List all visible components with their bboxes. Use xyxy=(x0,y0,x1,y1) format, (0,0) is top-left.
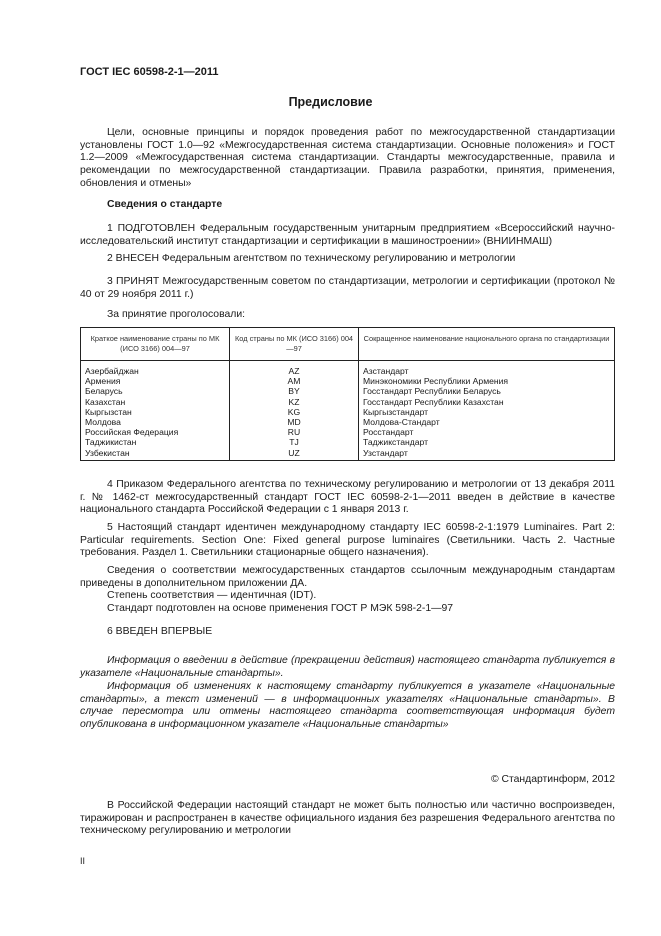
body-cell: Кыргызстандарт xyxy=(359,407,615,417)
code-cell: KG xyxy=(230,407,359,417)
item-5-basis: Стандарт подготовлен на основе применения ГОСТ Р МЭК 598-2-1—97 xyxy=(107,603,454,614)
body-cell: Таджикстандарт xyxy=(359,437,615,447)
table-row xyxy=(81,361,615,377)
code-cell: KZ xyxy=(230,397,359,407)
body-cell: Азстандарт xyxy=(359,361,615,377)
country-cell: Российская Федерация xyxy=(81,427,230,437)
table-row xyxy=(81,376,615,386)
item-4: 4 Приказом Федерального агентства по техническому регулированию и метрологии от 13 декабря 2011 г. № 1462-ст межгосударственный стандарт ГОСТ IEC 60598-2-1—2011 введен в действие в качестве национального стандарта Российской Федерации с 1 января 2013 г. xyxy=(80,479,615,516)
document-header: ГОСТ IEC 60598-2-1—2011 xyxy=(80,66,219,78)
country-cell: Узбекистан xyxy=(81,448,230,461)
table-row xyxy=(81,427,615,437)
country-cell: Беларусь xyxy=(81,386,230,396)
code-cell: RU xyxy=(230,427,359,437)
country-cell: Азербайджан xyxy=(81,361,230,377)
country-cell: Таджикистан xyxy=(81,437,230,447)
table-row xyxy=(81,417,615,427)
item-5: 5 Настоящий стандарт идентичен международному стандарту IEC 60598-2-1:1979 Luminaires. Part 2: Particular requirements. Section One: Fixed general purpose luminaires (Светильники. Часть 2. Частные требования. Раздел 1. Светильники стационарные общего назначения). xyxy=(80,522,615,559)
voting-table xyxy=(80,327,615,461)
code-cell: AM xyxy=(230,376,359,386)
table-row xyxy=(81,397,615,407)
country-cell: Кыргызстан xyxy=(81,407,230,417)
legal-notice: В Российской Федерации настоящий стандарт не может быть полностью или частично воспроизведен, тиражирован и распространен в качестве официального издания без разрешения Федерального агентства по техническому регулированию и метрологии xyxy=(80,800,615,837)
table-row xyxy=(81,407,615,417)
code-cell: BY xyxy=(230,386,359,396)
table-header-country: Краткое наименование страны по МК (ИСО 3166) 004—97 xyxy=(81,328,230,361)
country-cell: Армения xyxy=(81,376,230,386)
table-row xyxy=(81,437,615,447)
item-3: 3 ПРИНЯТ Межгосударственным советом по стандартизации, метрологии и сертификации (протокол № 40 от 29 ноября 2011 г.) xyxy=(80,276,615,300)
item-2: 2 ВНЕСЕН Федеральным агентством по техническому регулированию и метрологии xyxy=(107,253,516,264)
code-cell: MD xyxy=(230,417,359,427)
copyright: © Стандартинформ, 2012 xyxy=(490,774,615,785)
table-header-code: Код страны по МК (ИСО 3166) 004—97 xyxy=(230,328,359,361)
country-cell: Молдова xyxy=(81,417,230,427)
info-changes: Информация об изменениях к настоящему стандарту публикуется в указателе «Национальные стандарты», а текст изменений — в информационных указателях «Национальные стандарты». В случае пересмотра или отмены настоящего стандарта соответствующая информация будет опубликована в информационном указателе «Национальные стандарты» xyxy=(80,681,615,731)
page-title: Предисловие xyxy=(288,95,373,109)
item-5-degree: Степень соответствия — идентичная (IDT). xyxy=(107,590,317,601)
table-header-body: Сокращенное наименование национального органа по стандартизации xyxy=(359,328,615,361)
body-cell: Минэкономики Республики Армения xyxy=(359,376,615,386)
item-6: 6 ВВЕДЕН ВПЕРВЫЕ xyxy=(107,626,213,637)
table-row xyxy=(81,386,615,396)
voted-label: За принятие проголосовали: xyxy=(107,309,246,320)
body-cell: Узстандарт xyxy=(359,448,615,461)
intro-paragraph: Цели, основные принципы и порядок проведения работ по межгосударственной стандартизации установлены ГОСТ 1.0—92 «Межгосударственная система стандартизации. Основные положения» и ГОСТ 1.2—2009 «Межгосударственная система стандартизации. Стандарты межгосударственные, правила и рекомендации по межгосударственной стандартизации. Правила разработки, принятия, применения, обновления и отмены» xyxy=(80,127,615,189)
code-cell: TJ xyxy=(230,437,359,447)
section-heading: Сведения о стандарте xyxy=(107,199,223,210)
body-cell: Госстандарт Республики Беларусь xyxy=(359,386,615,396)
body-cell: Росстандарт xyxy=(359,427,615,437)
code-cell: UZ xyxy=(230,448,359,461)
body-cell: Молдова-Стандарт xyxy=(359,417,615,427)
body-cell: Госстандарт Республики Казахстан xyxy=(359,397,615,407)
info-publication: Информация о введении в действие (прекращении действия) настоящего стандарта публикуется в указателе «Национальные стандарты». xyxy=(80,655,615,679)
code-cell: AZ xyxy=(230,361,359,377)
item-5-note: Сведения о соответствии межгосударственных стандартов ссылочным международным стандартам приведены в дополнительном приложении ДА. xyxy=(80,565,615,589)
page-number: II xyxy=(80,856,86,866)
country-cell: Казахстан xyxy=(81,397,230,407)
table-row xyxy=(81,448,615,461)
item-1: 1 ПОДГОТОВЛЕН Федеральным государственным унитарным предприятием «Всероссийский научно-исследовательский институт стандартизации и сертификации в машиностроении» (ВНИИНМАШ) xyxy=(80,223,615,247)
